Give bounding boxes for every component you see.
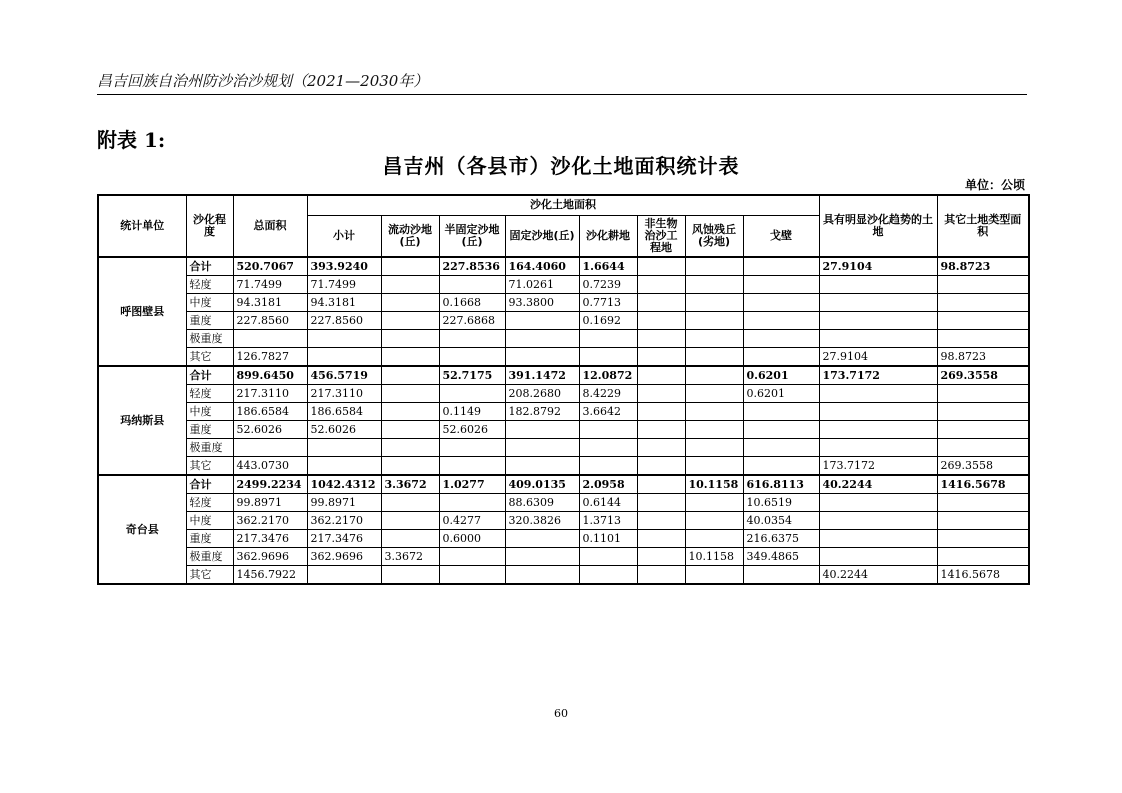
value-cell-fixed [505, 348, 579, 367]
value-cell-subtotal: 94.3181 [307, 294, 381, 312]
col-header-fixed: 固定沙地(丘) [505, 215, 579, 257]
value-cell-subtotal: 99.8971 [307, 494, 381, 512]
value-cell-total: 362.2170 [233, 512, 307, 530]
value-cell-fixed: 164.4060 [505, 257, 579, 276]
value-cell-mobile [381, 294, 439, 312]
value-cell-gobi: 616.8113 [743, 475, 819, 494]
value-cell-farmland [579, 439, 637, 457]
value-cell-fixed [505, 421, 579, 439]
value-cell-other [937, 276, 1029, 294]
value-cell-other: 269.3558 [937, 457, 1029, 476]
value-cell-other [937, 494, 1029, 512]
value-cell-total: 227.8560 [233, 312, 307, 330]
value-cell-fixed [505, 312, 579, 330]
value-cell-tendency [819, 403, 937, 421]
table-row [98, 421, 1029, 439]
value-cell-subtotal: 186.6584 [307, 403, 381, 421]
table-row [98, 257, 1029, 276]
value-cell-mobile [381, 421, 439, 439]
col-header-other-types: 其它土地类型面积 [937, 195, 1029, 257]
value-cell-semi-fixed: 0.1668 [439, 294, 505, 312]
value-cell-gobi [743, 294, 819, 312]
value-cell-total: 520.7067 [233, 257, 307, 276]
value-cell-gobi [743, 330, 819, 348]
degree-cell: 重度 [186, 530, 233, 548]
value-cell-tendency [819, 421, 937, 439]
value-cell-mobile [381, 494, 439, 512]
col-header-tendency: 具有明显沙化趋势的土地 [819, 195, 937, 257]
value-cell-other [937, 439, 1029, 457]
degree-cell: 极重度 [186, 548, 233, 566]
value-cell-gobi: 40.0354 [743, 512, 819, 530]
value-cell-non-bio [637, 421, 685, 439]
value-cell-other [937, 330, 1029, 348]
value-cell-tendency: 27.9104 [819, 348, 937, 367]
degree-cell: 轻度 [186, 494, 233, 512]
table-row [98, 548, 1029, 566]
value-cell-fixed: 182.8792 [505, 403, 579, 421]
value-cell-erosion [685, 530, 743, 548]
table-row [98, 385, 1029, 403]
value-cell-erosion [685, 294, 743, 312]
value-cell-tendency: 40.2244 [819, 475, 937, 494]
value-cell-erosion [685, 257, 743, 276]
value-cell-mobile [381, 457, 439, 476]
degree-cell: 极重度 [186, 439, 233, 457]
appendix-label: 附表 1: [97, 128, 166, 152]
value-cell-farmland [579, 457, 637, 476]
value-cell-farmland: 0.1692 [579, 312, 637, 330]
value-cell-other [937, 312, 1029, 330]
value-cell-non-bio [637, 366, 685, 385]
value-cell-tendency [819, 276, 937, 294]
value-cell-non-bio [637, 512, 685, 530]
table-row [98, 366, 1029, 385]
page-number: 60 [554, 707, 568, 720]
value-cell-farmland: 1.3713 [579, 512, 637, 530]
county-name-cell: 呼图壁县 [98, 257, 186, 366]
value-cell-fixed: 208.2680 [505, 385, 579, 403]
value-cell-fixed [505, 439, 579, 457]
table-title: 昌吉州（各县市）沙化土地面积统计表 [382, 154, 740, 178]
value-cell-semi-fixed: 52.7175 [439, 366, 505, 385]
value-cell-non-bio [637, 494, 685, 512]
value-cell-subtotal: 456.5719 [307, 366, 381, 385]
value-cell-fixed: 71.0261 [505, 276, 579, 294]
table-row [98, 276, 1029, 294]
value-cell-farmland: 0.7239 [579, 276, 637, 294]
value-cell-erosion [685, 512, 743, 530]
value-cell-non-bio [637, 312, 685, 330]
table-row [98, 530, 1029, 548]
value-cell-other: 98.8723 [937, 348, 1029, 367]
table-row [98, 512, 1029, 530]
value-cell-mobile [381, 330, 439, 348]
value-cell-farmland: 8.4229 [579, 385, 637, 403]
value-cell-subtotal [307, 330, 381, 348]
table-row [98, 457, 1029, 476]
value-cell-subtotal: 362.2170 [307, 512, 381, 530]
value-cell-erosion [685, 494, 743, 512]
table-row [98, 475, 1029, 494]
value-cell-mobile [381, 403, 439, 421]
value-cell-fixed: 93.3800 [505, 294, 579, 312]
value-cell-total: 362.9696 [233, 548, 307, 566]
value-cell-non-bio [637, 566, 685, 585]
value-cell-mobile: 3.3672 [381, 548, 439, 566]
value-cell-other: 1416.5678 [937, 566, 1029, 585]
table-row [98, 439, 1029, 457]
value-cell-non-bio [637, 403, 685, 421]
value-cell-mobile [381, 257, 439, 276]
value-cell-semi-fixed: 0.4277 [439, 512, 505, 530]
value-cell-semi-fixed [439, 385, 505, 403]
value-cell-other: 1416.5678 [937, 475, 1029, 494]
value-cell-mobile [381, 366, 439, 385]
degree-cell: 中度 [186, 512, 233, 530]
value-cell-fixed [505, 548, 579, 566]
degree-cell: 轻度 [186, 385, 233, 403]
value-cell-non-bio [637, 530, 685, 548]
value-cell-total: 217.3476 [233, 530, 307, 548]
value-cell-gobi: 10.6519 [743, 494, 819, 512]
value-cell-erosion [685, 385, 743, 403]
value-cell-subtotal: 1042.4312 [307, 475, 381, 494]
value-cell-tendency [819, 330, 937, 348]
value-cell-gobi [743, 348, 819, 367]
value-cell-gobi [743, 257, 819, 276]
value-cell-non-bio [637, 439, 685, 457]
degree-cell: 中度 [186, 294, 233, 312]
running-header-title: 昌吉回族自治州防沙治沙规划（2021—2030年） [97, 72, 429, 90]
value-cell-total: 2499.2234 [233, 475, 307, 494]
value-cell-erosion [685, 366, 743, 385]
value-cell-fixed: 320.3826 [505, 512, 579, 530]
value-cell-total: 94.3181 [233, 294, 307, 312]
value-cell-erosion [685, 403, 743, 421]
value-cell-subtotal: 52.6026 [307, 421, 381, 439]
value-cell-non-bio [637, 385, 685, 403]
value-cell-erosion [685, 566, 743, 585]
table-body [98, 257, 1029, 584]
value-cell-semi-fixed [439, 276, 505, 294]
value-cell-non-bio [637, 257, 685, 276]
value-cell-subtotal: 362.9696 [307, 548, 381, 566]
table-row [98, 566, 1029, 585]
table-row [98, 330, 1029, 348]
value-cell-total: 217.3110 [233, 385, 307, 403]
value-cell-other [937, 294, 1029, 312]
degree-cell: 其它 [186, 457, 233, 476]
value-cell-other [937, 512, 1029, 530]
value-cell-gobi: 0.6201 [743, 385, 819, 403]
value-cell-total: 71.7499 [233, 276, 307, 294]
table-row [98, 312, 1029, 330]
value-cell-tendency [819, 494, 937, 512]
value-cell-farmland [579, 421, 637, 439]
value-cell-farmland [579, 548, 637, 566]
value-cell-mobile [381, 530, 439, 548]
value-cell-semi-fixed [439, 348, 505, 367]
table-row [98, 294, 1029, 312]
value-cell-non-bio [637, 475, 685, 494]
value-cell-gobi: 0.6201 [743, 366, 819, 385]
value-cell-tendency [819, 512, 937, 530]
value-cell-fixed: 409.0135 [505, 475, 579, 494]
value-cell-total [233, 330, 307, 348]
value-cell-mobile: 3.3672 [381, 475, 439, 494]
value-cell-semi-fixed: 227.6868 [439, 312, 505, 330]
col-header-mobile: 流动沙地(丘) [381, 215, 439, 257]
value-cell-fixed [505, 457, 579, 476]
value-cell-semi-fixed [439, 439, 505, 457]
value-cell-non-bio [637, 457, 685, 476]
value-cell-non-bio [637, 548, 685, 566]
value-cell-farmland: 0.7713 [579, 294, 637, 312]
col-header-erosion: 风蚀残丘(劣地) [685, 215, 743, 257]
value-cell-subtotal [307, 457, 381, 476]
value-cell-farmland: 0.6144 [579, 494, 637, 512]
value-cell-non-bio [637, 276, 685, 294]
value-cell-fixed [505, 566, 579, 585]
value-cell-semi-fixed: 1.0277 [439, 475, 505, 494]
value-cell-mobile [381, 348, 439, 367]
value-cell-mobile [381, 566, 439, 585]
unit-label: 单位：公顷 [964, 178, 1025, 192]
value-cell-other: 98.8723 [937, 257, 1029, 276]
value-cell-gobi: 216.6375 [743, 530, 819, 548]
value-cell-total [233, 439, 307, 457]
value-cell-tendency: 173.7172 [819, 366, 937, 385]
value-cell-fixed: 391.1472 [505, 366, 579, 385]
value-cell-non-bio [637, 348, 685, 367]
value-cell-non-bio [637, 294, 685, 312]
col-header-total: 总面积 [233, 195, 307, 257]
value-cell-farmland: 3.6642 [579, 403, 637, 421]
value-cell-semi-fixed: 227.8536 [439, 257, 505, 276]
value-cell-semi-fixed [439, 330, 505, 348]
value-cell-total: 899.6450 [233, 366, 307, 385]
col-header-unit: 统计单位 [98, 195, 186, 257]
value-cell-subtotal: 393.9240 [307, 257, 381, 276]
value-cell-fixed [505, 530, 579, 548]
value-cell-erosion [685, 457, 743, 476]
header-rule [97, 94, 1027, 95]
degree-cell: 合计 [186, 257, 233, 276]
degree-cell: 极重度 [186, 330, 233, 348]
value-cell-gobi [743, 421, 819, 439]
col-header-sandy-group: 沙化土地面积 [307, 195, 819, 215]
value-cell-erosion [685, 276, 743, 294]
value-cell-total: 1456.7922 [233, 566, 307, 585]
value-cell-subtotal: 217.3476 [307, 530, 381, 548]
degree-cell: 其它 [186, 348, 233, 367]
value-cell-total: 99.8971 [233, 494, 307, 512]
value-cell-gobi [743, 439, 819, 457]
value-cell-erosion: 10.1158 [685, 548, 743, 566]
value-cell-semi-fixed [439, 548, 505, 566]
value-cell-semi-fixed: 0.6000 [439, 530, 505, 548]
value-cell-gobi [743, 457, 819, 476]
value-cell-subtotal: 227.8560 [307, 312, 381, 330]
value-cell-semi-fixed: 52.6026 [439, 421, 505, 439]
value-cell-mobile [381, 512, 439, 530]
col-header-farmland: 沙化耕地 [579, 215, 637, 257]
value-cell-subtotal [307, 439, 381, 457]
value-cell-farmland: 12.0872 [579, 366, 637, 385]
county-name-cell: 玛纳斯县 [98, 366, 186, 475]
value-cell-total: 443.0730 [233, 457, 307, 476]
degree-cell: 轻度 [186, 276, 233, 294]
col-header-semi-fixed: 半固定沙地(丘) [439, 215, 505, 257]
degree-cell: 重度 [186, 421, 233, 439]
col-header-degree: 沙化程度 [186, 195, 233, 257]
value-cell-tendency: 40.2244 [819, 566, 937, 585]
statistics-table [97, 194, 1030, 585]
value-cell-tendency [819, 530, 937, 548]
county-name-cell: 奇台县 [98, 475, 186, 584]
value-cell-erosion [685, 348, 743, 367]
value-cell-subtotal [307, 348, 381, 367]
degree-cell: 中度 [186, 403, 233, 421]
value-cell-erosion [685, 439, 743, 457]
value-cell-tendency [819, 439, 937, 457]
value-cell-other: 269.3558 [937, 366, 1029, 385]
value-cell-other [937, 385, 1029, 403]
value-cell-mobile [381, 439, 439, 457]
value-cell-farmland: 1.6644 [579, 257, 637, 276]
value-cell-erosion [685, 421, 743, 439]
value-cell-tendency [819, 548, 937, 566]
value-cell-fixed: 88.6309 [505, 494, 579, 512]
degree-cell: 合计 [186, 475, 233, 494]
col-header-gobi: 戈壁 [743, 215, 819, 257]
value-cell-subtotal: 217.3110 [307, 385, 381, 403]
value-cell-farmland: 2.0958 [579, 475, 637, 494]
value-cell-tendency [819, 385, 937, 403]
table-row [98, 494, 1029, 512]
value-cell-total: 52.6026 [233, 421, 307, 439]
value-cell-semi-fixed [439, 494, 505, 512]
value-cell-tendency [819, 312, 937, 330]
value-cell-non-bio [637, 330, 685, 348]
table-row [98, 348, 1029, 367]
value-cell-tendency: 173.7172 [819, 457, 937, 476]
degree-cell: 重度 [186, 312, 233, 330]
value-cell-farmland [579, 330, 637, 348]
value-cell-mobile [381, 385, 439, 403]
value-cell-total: 186.6584 [233, 403, 307, 421]
value-cell-farmland [579, 566, 637, 585]
table-row [98, 403, 1029, 421]
value-cell-erosion [685, 312, 743, 330]
value-cell-subtotal [307, 566, 381, 585]
value-cell-gobi [743, 566, 819, 585]
value-cell-mobile [381, 276, 439, 294]
value-cell-erosion: 10.1158 [685, 475, 743, 494]
value-cell-subtotal: 71.7499 [307, 276, 381, 294]
value-cell-other [937, 421, 1029, 439]
value-cell-other [937, 548, 1029, 566]
value-cell-other [937, 530, 1029, 548]
value-cell-gobi [743, 403, 819, 421]
value-cell-other [937, 403, 1029, 421]
value-cell-erosion [685, 330, 743, 348]
value-cell-semi-fixed [439, 566, 505, 585]
value-cell-semi-fixed [439, 457, 505, 476]
value-cell-farmland [579, 348, 637, 367]
value-cell-semi-fixed: 0.1149 [439, 403, 505, 421]
degree-cell: 合计 [186, 366, 233, 385]
value-cell-gobi [743, 276, 819, 294]
value-cell-fixed [505, 330, 579, 348]
value-cell-gobi [743, 312, 819, 330]
value-cell-tendency: 27.9104 [819, 257, 937, 276]
value-cell-farmland: 0.1101 [579, 530, 637, 548]
value-cell-gobi: 349.4865 [743, 548, 819, 566]
value-cell-mobile [381, 312, 439, 330]
value-cell-total: 126.7827 [233, 348, 307, 367]
col-header-non-bio: 非生物治沙工程地 [637, 215, 685, 257]
col-header-subtotal: 小计 [307, 215, 381, 257]
value-cell-tendency [819, 294, 937, 312]
degree-cell: 其它 [186, 566, 233, 585]
